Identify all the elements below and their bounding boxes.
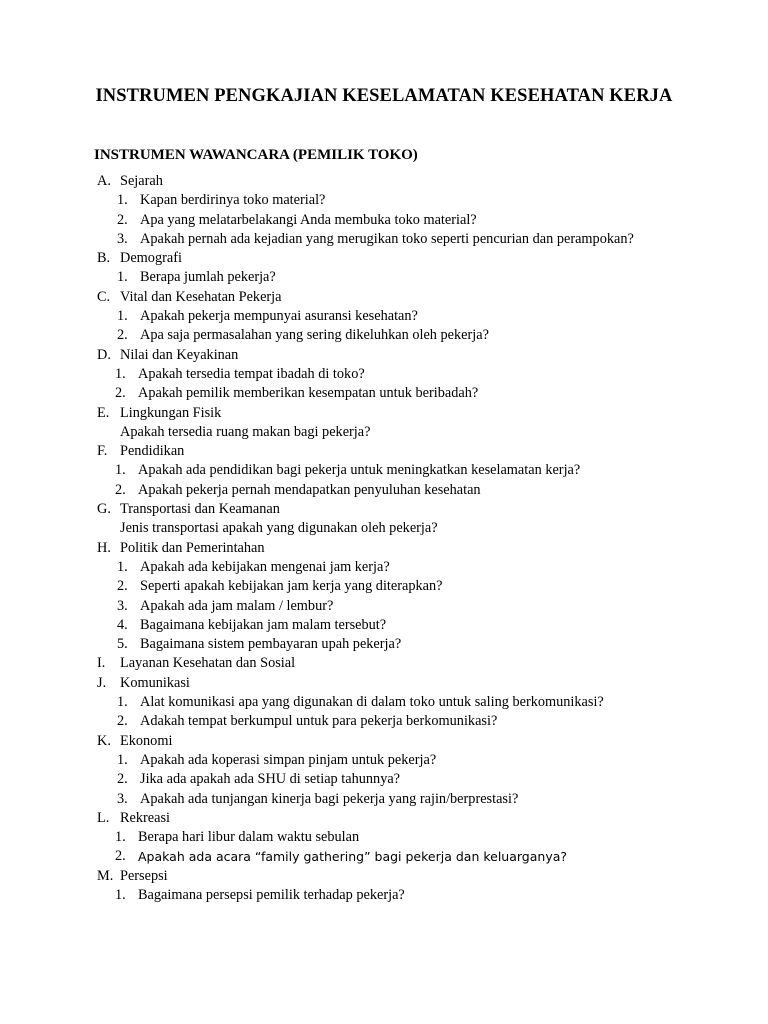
question-number: 1. <box>117 558 128 575</box>
question-item <box>0 268 768 287</box>
question-number: 2. <box>115 385 126 402</box>
question-number: 1. <box>115 886 126 903</box>
section-row <box>0 249 768 268</box>
question-text: Jika ada apakah ada SHU di setiap tahunnya? <box>140 771 401 788</box>
question-text: Apakah ada acara “family gathering” bagi pekerja dan keluarganya? <box>138 849 568 865</box>
section-title: Pendidikan <box>120 443 185 460</box>
question-item <box>0 616 768 635</box>
section-letter: D. <box>97 346 111 363</box>
question-item <box>0 365 768 384</box>
question-text: Apakah pekerja mempunyai asuransi kesehatan? <box>140 308 418 325</box>
question-text: Apakah tersedia ruang makan bagi pekerja? <box>120 423 371 440</box>
question-item <box>0 790 768 809</box>
section-row <box>0 654 768 673</box>
question-item <box>0 384 768 403</box>
question-number: 2. <box>117 713 128 730</box>
question-text: Apakah ada koperasi simpan pinjam untuk pekerja? <box>140 751 437 768</box>
question-item <box>0 558 768 577</box>
question-number: 3. <box>117 230 128 247</box>
question-text: Berapa hari libur dalam waktu sebulan <box>138 829 360 846</box>
question-number: 1. <box>115 462 126 479</box>
question-item <box>0 886 768 905</box>
section-title: Layanan Kesehatan dan Sosial <box>120 655 296 672</box>
question-item <box>0 519 768 538</box>
section-letter: I. <box>97 655 106 672</box>
section-row <box>0 288 768 307</box>
question-item <box>0 712 768 731</box>
section-row <box>0 172 768 191</box>
question-text: Adakah tempat berkumpul untuk para pekerja berkomunikasi? <box>140 713 498 730</box>
question-item <box>0 461 768 480</box>
question-number: 1. <box>117 308 128 325</box>
question-text: Kapan berdirinya toko material? <box>140 192 326 209</box>
section-row <box>0 500 768 519</box>
question-text: Bagaimana persepsi pemilik terhadap pekerja? <box>138 886 405 903</box>
section-title: Lingkungan Fisik <box>120 404 222 421</box>
section-title: Persepsi <box>120 867 168 884</box>
section-title: Ekonomi <box>120 732 173 749</box>
question-item <box>0 828 768 847</box>
section-letter: K. <box>97 732 111 749</box>
question-number: 2. <box>117 578 128 595</box>
question-number: 2. <box>117 211 128 228</box>
section-letter: M. <box>97 867 114 884</box>
question-text: Bagaimana sistem pembayaran upah pekerja? <box>140 636 402 653</box>
question-item <box>0 326 768 345</box>
question-number: 3. <box>117 597 128 614</box>
section-letter: F. <box>97 443 108 460</box>
question-item <box>0 635 768 654</box>
question-item <box>0 211 768 230</box>
question-number: 2. <box>115 848 126 865</box>
section-heading: INSTRUMEN WAWANCARA (PEMILIK TOKO) <box>94 147 418 163</box>
question-text: Apakah pemilik memberikan kesempatan untuk beribadah? <box>138 385 479 402</box>
question-item <box>0 191 768 210</box>
question-number: 4. <box>117 616 128 633</box>
question-text: Berapa jumlah pekerja? <box>140 269 276 286</box>
question-number: 1. <box>117 269 128 286</box>
question-text: Apakah ada tunjangan kinerja bagi pekerja yang rajin/berprestasi? <box>140 790 519 807</box>
question-number: 1. <box>115 365 126 382</box>
section-row <box>0 539 768 558</box>
section-letter: H. <box>97 539 111 556</box>
question-text: Apakah tersedia tempat ibadah di toko? <box>138 365 365 382</box>
question-text: Jenis transportasi apakah yang digunakan oleh pekerja? <box>120 520 438 537</box>
question-number: 1. <box>117 192 128 209</box>
section-row <box>0 867 768 886</box>
questionnaire-list <box>0 172 768 905</box>
section-title: Vital dan Kesehatan Pekerja <box>120 288 282 305</box>
document-title: INSTRUMEN PENGKAJIAN KESELAMATAN KESEHATAN KERJA <box>95 86 673 106</box>
section-row <box>0 346 768 365</box>
section-row <box>0 442 768 461</box>
question-number: 3. <box>117 790 128 807</box>
section-title: Sejarah <box>120 173 163 189</box>
question-text: Apakah ada kebijakan mengenai jam kerja? <box>140 558 390 575</box>
section-letter: J. <box>97 674 107 691</box>
section-row <box>0 674 768 693</box>
section-row <box>0 732 768 751</box>
question-number: 2. <box>117 327 128 344</box>
section-letter: E. <box>97 404 110 421</box>
question-item <box>0 307 768 326</box>
question-text: Alat komunikasi apa yang digunakan di dalam toko untuk saling berkomunikasi? <box>140 694 604 711</box>
question-text: Seperti apakah kebijakan jam kerja yang diterapkan? <box>140 578 443 595</box>
question-number: 1. <box>117 694 128 711</box>
question-number: 1. <box>115 829 126 846</box>
section-title: Nilai dan Keyakinan <box>120 346 239 363</box>
section-letter: B. <box>97 250 111 267</box>
question-item <box>0 847 768 866</box>
question-item <box>0 770 768 789</box>
section-title: Komunikasi <box>120 674 190 691</box>
question-text: Apakah ada jam malam / lembur? <box>140 597 334 614</box>
section-letter: C. <box>97 288 111 305</box>
question-text: Apakah ada pendidikan bagi pekerja untuk meningkatkan keselamatan kerja? <box>138 462 581 479</box>
section-title: Transportasi dan Keamanan <box>120 501 280 518</box>
question-text: Apa saja permasalahan yang sering dikeluhkan oleh pekerja? <box>140 327 489 344</box>
question-item <box>0 577 768 596</box>
question-number: 1. <box>117 751 128 768</box>
question-item <box>0 693 768 712</box>
question-item <box>0 423 768 442</box>
question-text: Apakah pekerja pernah mendapatkan penyuluhan kesehatan <box>138 481 481 498</box>
question-item <box>0 597 768 616</box>
question-item <box>0 230 768 249</box>
question-text: Bagaimana kebijakan jam malam tersebut? <box>140 616 387 633</box>
question-number: 2. <box>115 481 126 498</box>
section-letter: A. <box>97 173 111 189</box>
section-title: Politik dan Pemerintahan <box>120 539 265 556</box>
section-letter: G. <box>97 501 111 518</box>
section-row <box>0 404 768 423</box>
section-row <box>0 809 768 828</box>
question-item <box>0 481 768 500</box>
question-text: Apakah pernah ada kejadian yang merugikan toko seperti pencurian dan perampokan? <box>140 230 634 247</box>
section-letter: L. <box>97 809 110 826</box>
section-title: Demografi <box>120 250 182 267</box>
question-text: Apa yang melatarbelakangi Anda membuka toko material? <box>140 211 477 228</box>
question-number: 2. <box>117 771 128 788</box>
section-title: Rekreasi <box>120 809 171 826</box>
question-number: 5. <box>117 636 128 653</box>
question-item <box>0 751 768 770</box>
